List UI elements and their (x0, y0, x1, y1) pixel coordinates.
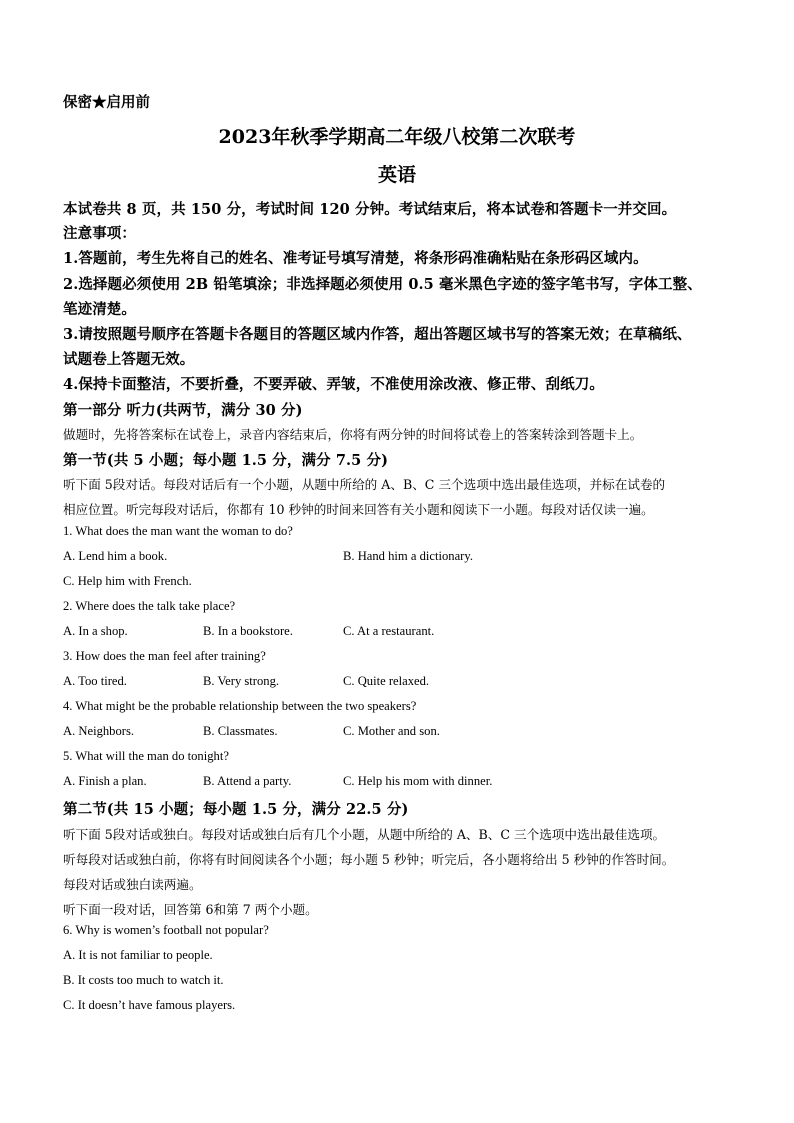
question-3: 3. How does the man feel after training? (63, 649, 266, 663)
q3-option-a: A. Too tired. (63, 674, 127, 688)
part1-heading: 第一部分 听力(共两节，满分 30 分) (63, 402, 303, 419)
section2-direction-line-3: 每段对话或独白读两遍。 (63, 877, 202, 892)
section1-heading: 第一节(共 5 小题；每小题 1.5 分，满分 7.5 分) (63, 452, 389, 469)
notice-item-1: 1.答题前，考生先将自己的姓名、准考证号填写清楚，将条形码准确粘贴在条形码区域内。 (63, 250, 648, 267)
question-6: 6. Why is women’s football not popular? (63, 923, 269, 937)
q3-option-b: B. Very strong. (203, 674, 280, 688)
section2-heading: 第二节(共 15 小题；每小题 1.5 分，满分 22.5 分) (63, 801, 409, 818)
notice-item-3-line-2: 试题卷上答题无效。 (63, 351, 195, 368)
question-4: 4. What might be the probable relationship between the two speakers? (63, 699, 417, 713)
notice-item-4: 4.保持卡面整洁，不要折叠，不要弄破、弄皱，不准使用涂改液、修正带、刮纸刀。 (63, 376, 604, 393)
notice-intro: 本试卷共 8 页，共 150 分，考试时间 120 分钟。考试结束后，将本试卷和答题卡一并交回。 (63, 201, 677, 218)
q6-option-b: B. It costs too much to watch it. (63, 973, 224, 987)
question-2: 2. Where does the talk take place? (63, 599, 236, 613)
section2-sub-instruction: 听下面一段对话，回答第 6和第 7 两个小题。 (63, 902, 318, 917)
section1-direction-line-1: 听下面 5段对话。每段对话后有一个小题，从题中所给的 A、B、C 三个选项中选出最佳选项，并标在试卷的 (63, 477, 666, 492)
q6-option-c: C. It doesn’t have famous players. (63, 998, 236, 1012)
section2-direction-line-2: 听每段对话或独白前，你将有时间阅读各个小题；每小题 5 秒钟；听完后，各小题将给出 5 秒钟的作答时间。 (63, 852, 675, 867)
q1-option-b: B. Hand him a dictionary. (343, 549, 473, 563)
q6-option-a: A. It is not familiar to people. (63, 948, 213, 962)
section1-direction-line-2: 相应位置。听完每段对话后，你都有 10 秒钟的时间来回答有关小题和阅读下一小题。每段对话仅读一遍。 (63, 502, 654, 517)
question-1: 1. What does the man want the woman to do? (63, 524, 293, 538)
q4-option-b: B. Classmates. (203, 724, 278, 738)
q1-option-a: A. Lend him a book. (63, 549, 168, 563)
q4-option-a: A. Neighbors. (63, 724, 135, 738)
exam-title: 2023年秋季学期高二年级八校第二次联考 (218, 126, 576, 148)
notice-item-3-line-1: 3.请按照题号顺序在答题卡各题目的答题区域内作答，超出答题区域书写的答案无效；在草稿纸、 (63, 326, 692, 343)
q1-option-c: C. Help him with French. (63, 574, 192, 588)
notice-item-2-line-1: 2.选择题必须使用 2B 铅笔填涂；非选择题必须使用 0.5 毫米黑色字迹的签字笔书写，字体工整、 (63, 276, 702, 293)
q4-option-c: C. Mother and son. (343, 724, 440, 738)
q3-option-c: C. Quite relaxed. (343, 674, 430, 688)
notice-item-2-line-2: 笔迹清楚。 (63, 301, 136, 318)
subject-title: 英语 (377, 164, 416, 186)
notice-heading: 注意事项： (63, 225, 136, 242)
question-5: 5. What will the man do tonight? (63, 749, 229, 763)
q5-option-b: B. Attend a party. (203, 774, 292, 788)
q2-option-b: B. In a bookstore. (203, 624, 293, 638)
q2-option-c: C. At a restaurant. (343, 624, 435, 638)
q5-option-c: C. Help his mom with dinner. (343, 774, 493, 788)
part1-instruction: 做题时，先将答案标在试卷上，录音内容结束后，你将有两分钟的时间将试卷上的答案转涂到答题卡上。 (63, 427, 643, 442)
q2-option-a: A. In a shop. (63, 624, 128, 638)
q5-option-a: A. Finish a plan. (63, 774, 147, 788)
confidential-label: 保密★启用前 (63, 94, 150, 111)
section2-direction-line-1: 听下面 5段对话或独白。每段对话或独白后有几个小题，从题中所给的 A、B、C 三个选项中选出最佳选项。 (63, 827, 666, 842)
